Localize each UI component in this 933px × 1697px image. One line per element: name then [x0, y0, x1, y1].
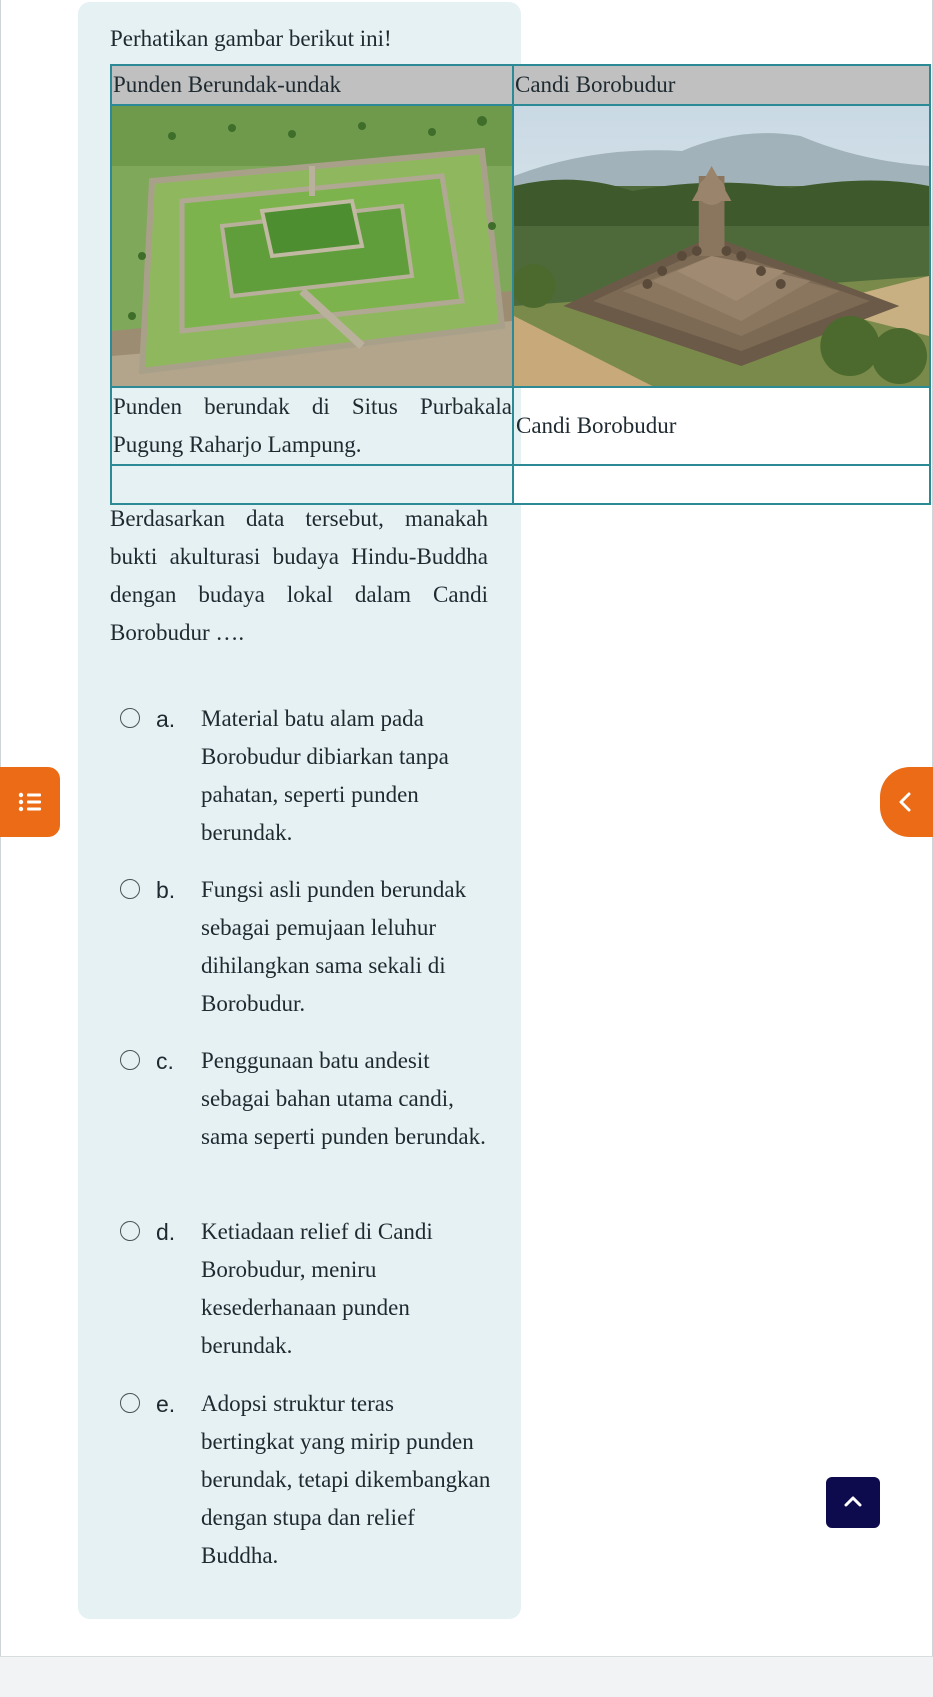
option-letter: a.: [156, 706, 176, 732]
prompt-text: Perhatikan gambar berikut ini!: [110, 26, 392, 51]
punden-image: [111, 105, 513, 387]
table-empty-cell: [111, 465, 513, 504]
option-letter: e.: [156, 1391, 176, 1417]
radio-d[interactable]: [120, 1221, 140, 1241]
bottom-bar: [0, 1656, 933, 1697]
table-empty-cell: [513, 465, 930, 504]
radio-b[interactable]: [120, 879, 140, 899]
comparison-table: [110, 64, 931, 505]
option-text: Adopsi struktur teras bertingkat yang mirip punden berundak, tetapi dikembangkan dengan stupa dan relief Buddha.: [201, 1391, 491, 1568]
punden-terrace-picture: [112, 106, 512, 386]
option-text: Fungsi asli punden berundak sebagai pemujaan leluhur dihilangkan sama sekali di Borobudur.: [201, 877, 467, 1016]
chevron-left-icon: [880, 767, 933, 837]
question-text: Berdasarkan data tersebut, manakah bukti akulturasi budaya Hindu-Buddha dengan budaya lokal dalam Candi Borobudur ….: [110, 506, 488, 645]
radio-e[interactable]: [120, 1393, 140, 1413]
borobudur-image: [513, 105, 930, 387]
table-header-borobudur: Candi Borobudur: [513, 65, 930, 105]
question-list-button[interactable]: [0, 767, 60, 837]
option-letter: d.: [156, 1219, 176, 1245]
list-icon: [0, 767, 60, 837]
option-text: Penggunaan batu andesit sebagai bahan utama candi, sama seperti punden berundak.: [201, 1048, 486, 1149]
scroll-top-button[interactable]: [826, 1477, 880, 1528]
radio-a[interactable]: [120, 708, 140, 728]
option-letter: b.: [156, 877, 176, 903]
option-letter: c.: [156, 1048, 174, 1074]
chevron-up-icon: [826, 1477, 880, 1528]
punden-caption: Punden berundak di Situs Purbakala Pugung Raharjo Lampung.: [111, 387, 513, 465]
table-header-punden: Punden Berundak-undak: [111, 65, 513, 105]
option-text: Ketiadaan relief di Candi Borobudur, meniru kesederhanaan punden berundak.: [201, 1219, 433, 1358]
radio-c[interactable]: [120, 1050, 140, 1070]
option-text: Material batu alam pada Borobudur dibiarkan tanpa pahatan, seperti punden berundak.: [201, 706, 449, 845]
borobudur-temple-picture: [514, 106, 929, 386]
previous-button[interactable]: [880, 767, 933, 837]
borobudur-caption: Candi Borobudur: [513, 387, 930, 465]
